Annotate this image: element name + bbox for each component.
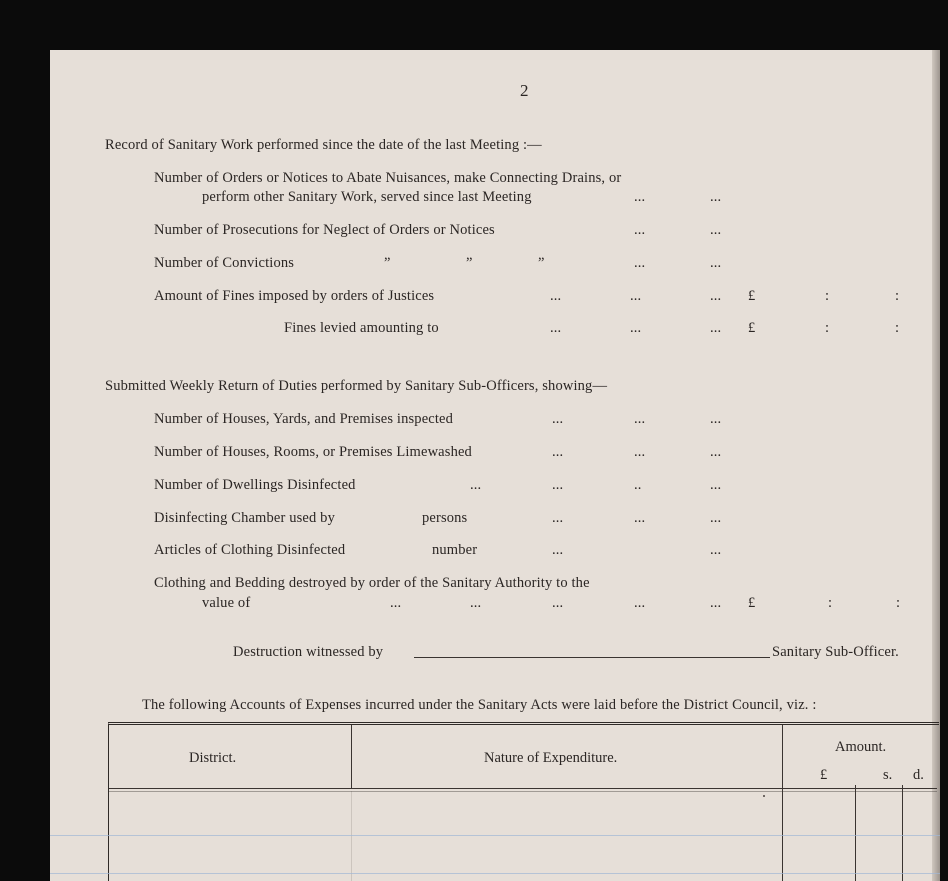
column-divider: [782, 725, 783, 881]
column-divider: [351, 791, 352, 881]
leader-dots: ...: [710, 320, 722, 336]
leader-dots: ...: [634, 189, 646, 205]
leader-dots: ...: [710, 222, 722, 238]
leader-dots: ...: [634, 595, 646, 611]
column-divider: [902, 785, 903, 881]
section2-heading: Submitted Weekly Return of Duties performed by Sanitary Sub-Officers, showing—: [105, 378, 608, 394]
dwellings-disinfected-line: Number of Dwellings Disinfected: [154, 477, 356, 493]
pound-sign: £: [748, 288, 756, 304]
convictions-line: Number of Convictions: [154, 255, 295, 271]
houses-limewashed-line: Number of Houses, Rooms, or Premises Limewashed: [154, 444, 472, 460]
colon-separator: :: [895, 288, 900, 304]
ditto-mark: ”: [538, 255, 545, 271]
column-header-district: District.: [189, 750, 237, 766]
leader-dots: ...: [550, 320, 562, 336]
colon-separator: :: [828, 595, 833, 611]
column-header-nature: Nature of Expenditure.: [484, 750, 618, 766]
leader-dots: ...: [630, 288, 642, 304]
leader-dots: ...: [634, 510, 646, 526]
leader-dots: ...: [710, 411, 722, 427]
column-header-pence: d.: [913, 767, 924, 783]
leader-dots: ...: [710, 510, 722, 526]
pound-sign: £: [748, 320, 756, 336]
leader-dots: ...: [552, 477, 564, 493]
orders-notices-line2: perform other Sanitary Work, served since last Meeting: [202, 189, 532, 205]
header-row-divider: [109, 788, 937, 789]
clothing-destroyed-line1: Clothing and Bedding destroyed by order of the Sanitary Authority to the: [154, 575, 590, 591]
number-label: number: [432, 542, 478, 558]
leader-dots: ...: [710, 255, 722, 271]
page-number: 2: [520, 81, 529, 100]
leader-dots: ...: [552, 595, 564, 611]
persons-label: persons: [422, 510, 468, 526]
prosecutions-line: Number of Prosecutions for Neglect of Orders or Notices: [154, 222, 495, 238]
leader-dots: ...: [634, 255, 646, 271]
fines-imposed-line: Amount of Fines imposed by orders of Justices: [154, 288, 435, 304]
houses-inspected-line: Number of Houses, Yards, and Premises inspected: [154, 411, 454, 427]
ditto-mark: ”: [466, 255, 473, 271]
ruled-line: [50, 873, 940, 874]
leader-dots: ...: [710, 444, 722, 460]
leader-dots: ...: [552, 542, 564, 558]
document-page: [50, 50, 940, 881]
officer-title: Sanitary Sub-Officer.: [772, 644, 899, 660]
colon-separator: :: [825, 288, 830, 304]
disinfecting-chamber-line: Disinfecting Chamber used by: [154, 510, 335, 526]
fines-levied-line: Fines levied amounting to: [284, 320, 439, 336]
ditto-mark: ”: [384, 255, 391, 271]
leader-dots: ...: [634, 444, 646, 460]
leader-dots: ...: [470, 477, 482, 493]
leader-dots: ...: [552, 411, 564, 427]
leader-dots: ...: [552, 444, 564, 460]
accounts-table: [108, 722, 939, 881]
section1-heading: Record of Sanitary Work performed since the date of the last Meeting :—: [105, 137, 542, 153]
orders-notices-line1: Number of Orders or Notices to Abate Nuisances, make Connecting Drains, or: [154, 170, 622, 186]
leader-dots: ...: [710, 288, 722, 304]
accounts-intro: The following Accounts of Expenses incurred under the Sanitary Acts were laid before the District Council, viz. :: [142, 697, 817, 713]
clothing-destroyed-line2: value of: [202, 595, 251, 611]
header-row-divider: [109, 791, 937, 792]
column-divider: [855, 785, 856, 881]
column-header-amount: Amount.: [835, 739, 887, 755]
ink-speck: [763, 795, 765, 797]
leader-dots: ...: [550, 288, 562, 304]
colon-separator: :: [825, 320, 830, 336]
leader-dots: ...: [710, 189, 722, 205]
colon-separator: :: [896, 595, 901, 611]
leader-dots: ...: [634, 222, 646, 238]
column-header-pounds: £: [820, 767, 828, 783]
ruled-line: [50, 835, 940, 836]
signature-line: [414, 657, 770, 658]
leader-dots: ...: [710, 542, 722, 558]
leader-dots: ...: [390, 595, 402, 611]
leader-dots: ...: [630, 320, 642, 336]
colon-separator: :: [895, 320, 900, 336]
column-divider: [351, 725, 352, 789]
column-header-shillings: s.: [883, 767, 893, 783]
leader-dots: ...: [710, 477, 722, 493]
pound-sign: £: [748, 595, 756, 611]
leader-dots: ...: [470, 595, 482, 611]
leader-dots: ...: [710, 595, 722, 611]
leader-dots: ...: [634, 411, 646, 427]
leader-dots: ..: [634, 477, 642, 493]
leader-dots: ...: [552, 510, 564, 526]
clothing-disinfected-line: Articles of Clothing Disinfected: [154, 542, 346, 558]
witness-label: Destruction witnessed by: [233, 644, 384, 660]
